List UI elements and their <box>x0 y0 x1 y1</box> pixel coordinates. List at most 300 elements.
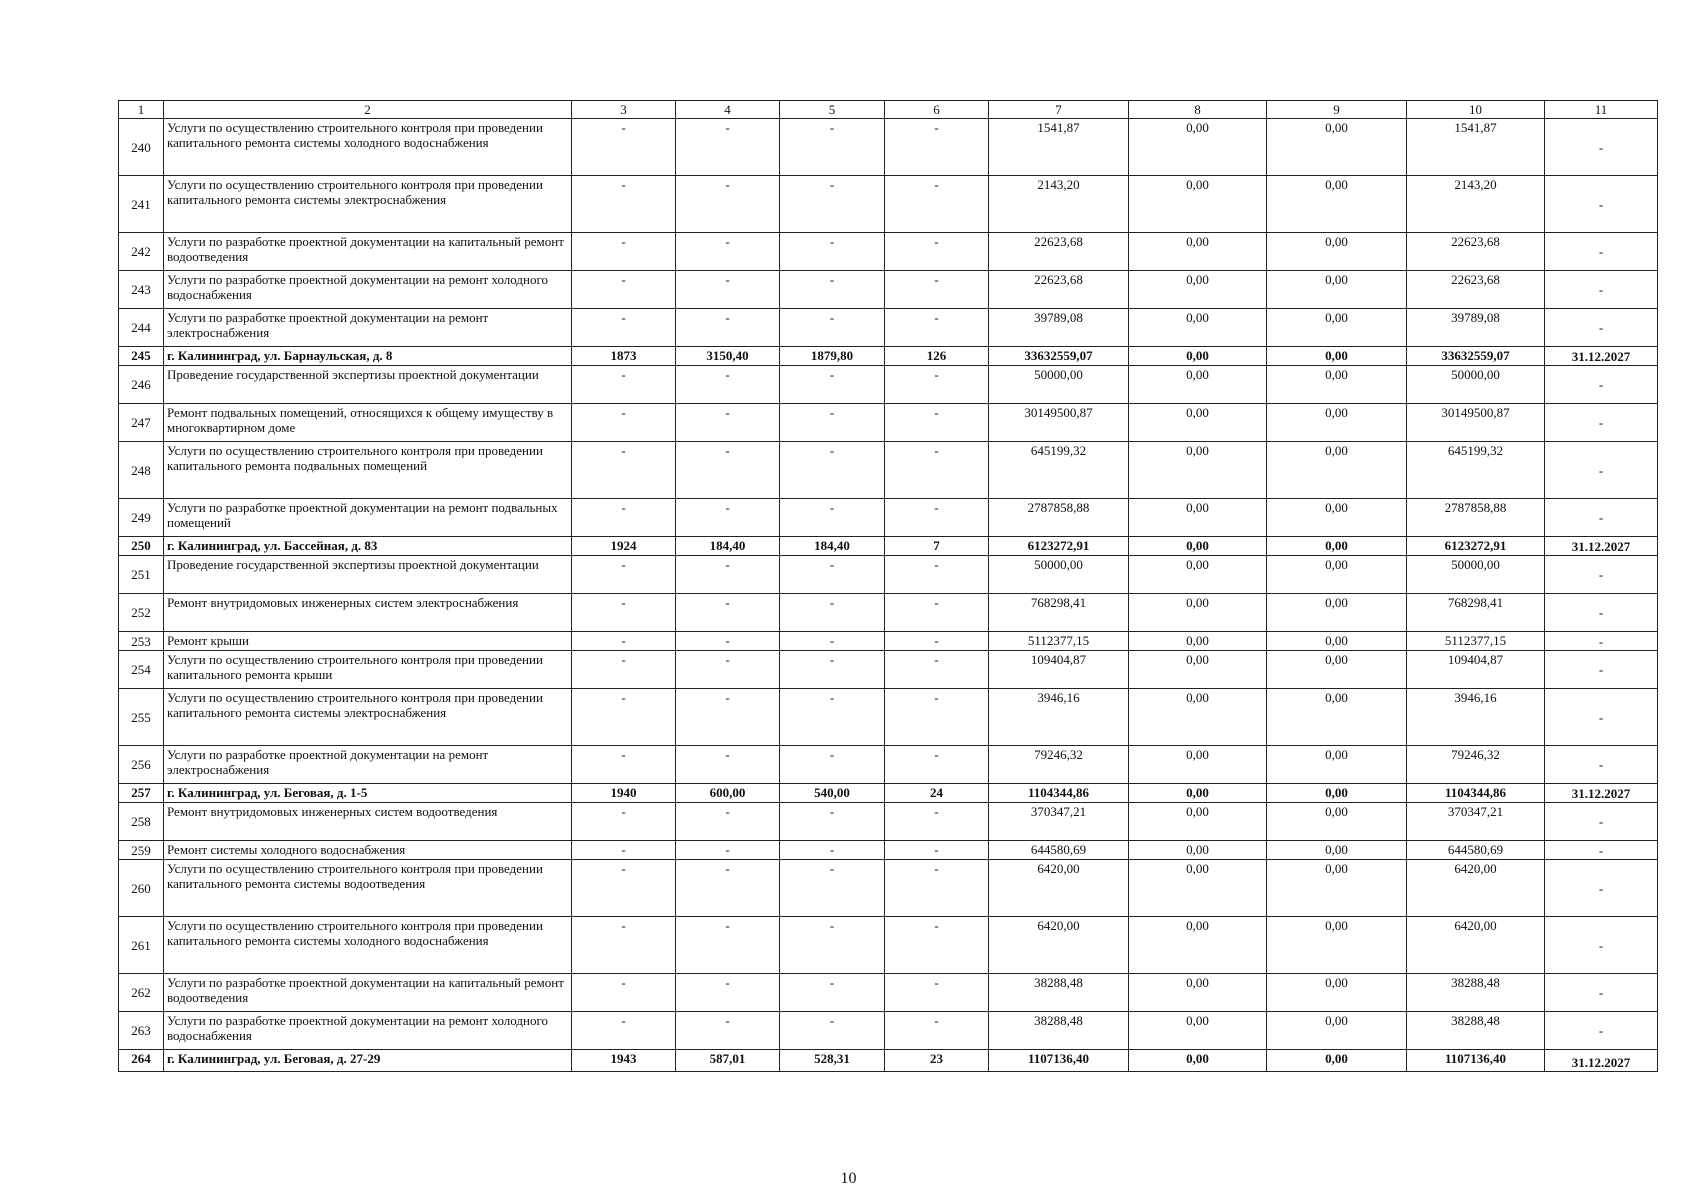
cost-col-8: 0,00 <box>1129 974 1267 1012</box>
cost-col-10: 1104344,86 <box>1407 784 1545 803</box>
residents-count: - <box>885 974 989 1012</box>
residents-count: - <box>885 632 989 651</box>
cost-col-8: 0,00 <box>1129 347 1267 366</box>
table-row <box>119 366 1658 404</box>
completion-date: 31.12.2027 <box>1545 1050 1658 1072</box>
total-area: - <box>676 860 780 917</box>
cost-col-9: 0,00 <box>1267 176 1407 233</box>
work-description: Ремонт внутридомовых инженерных систем водоотведения <box>164 803 572 841</box>
year-built: - <box>572 860 676 917</box>
cost-col-8: 0,00 <box>1129 119 1267 176</box>
total-cost: 6420,00 <box>989 860 1129 917</box>
table-row <box>119 176 1658 233</box>
cost-col-10: 768298,41 <box>1407 594 1545 632</box>
year-built: - <box>572 632 676 651</box>
residential-area: 528,31 <box>780 1050 885 1072</box>
row-number: 254 <box>119 651 164 689</box>
year-built: - <box>572 689 676 746</box>
total-area: - <box>676 366 780 404</box>
year-built: 1924 <box>572 537 676 556</box>
work-description: Услуги по осуществлению строительного контроля при проведении капитального ремонта системы электроснабжения <box>164 176 572 233</box>
residents-count: - <box>885 442 989 499</box>
completion-date: - <box>1545 746 1658 784</box>
cost-col-8: 0,00 <box>1129 1050 1267 1072</box>
table-row <box>119 632 1658 651</box>
cost-col-10: 3946,16 <box>1407 689 1545 746</box>
total-area: 3150,40 <box>676 347 780 366</box>
completion-date: - <box>1545 1012 1658 1050</box>
table-row <box>119 119 1658 176</box>
residents-count: - <box>885 309 989 347</box>
page-number: 10 <box>840 1170 857 1187</box>
completion-date: - <box>1545 442 1658 499</box>
residential-area: - <box>780 594 885 632</box>
residents-count: - <box>885 841 989 860</box>
residents-count: 23 <box>885 1050 989 1072</box>
work-description: Услуги по осуществлению строительного контроля при проведении капитального ремонта системы водоотведения <box>164 860 572 917</box>
column-number: 11 <box>1545 101 1658 119</box>
cost-col-10: 22623,68 <box>1407 271 1545 309</box>
residential-area: - <box>780 746 885 784</box>
cost-col-9: 0,00 <box>1267 784 1407 803</box>
row-number: 251 <box>119 556 164 594</box>
work-description: Проведение государственной экспертизы проектной документации <box>164 366 572 404</box>
total-area: 184,40 <box>676 537 780 556</box>
completion-date: - <box>1545 651 1658 689</box>
cost-col-10: 109404,87 <box>1407 651 1545 689</box>
residents-count: 7 <box>885 537 989 556</box>
total-cost: 33632559,07 <box>989 347 1129 366</box>
cost-col-9: 0,00 <box>1267 537 1407 556</box>
column-number: 1 <box>119 101 164 119</box>
address-row <box>119 1050 1658 1072</box>
year-built: - <box>572 499 676 537</box>
table-row <box>119 917 1658 974</box>
cost-col-9: 0,00 <box>1267 347 1407 366</box>
completion-date: - <box>1545 632 1658 651</box>
table-row <box>119 1012 1658 1050</box>
cost-col-10: 6420,00 <box>1407 860 1545 917</box>
year-built: - <box>572 404 676 442</box>
work-description: Услуги по разработке проектной документации на ремонт электроснабжения <box>164 309 572 347</box>
year-built: - <box>572 271 676 309</box>
residential-area: - <box>780 119 885 176</box>
residential-area: - <box>780 366 885 404</box>
row-number: 259 <box>119 841 164 860</box>
table-row <box>119 974 1658 1012</box>
table-row <box>119 651 1658 689</box>
row-number: 255 <box>119 689 164 746</box>
total-area: - <box>676 176 780 233</box>
table-row <box>119 689 1658 746</box>
works-table <box>118 100 1658 1072</box>
address-row <box>119 537 1658 556</box>
residential-area: - <box>780 556 885 594</box>
total-cost: 2787858,88 <box>989 499 1129 537</box>
row-number: 248 <box>119 442 164 499</box>
total-cost: 38288,48 <box>989 974 1129 1012</box>
year-built: 1873 <box>572 347 676 366</box>
residents-count: - <box>885 651 989 689</box>
year-built: - <box>572 1012 676 1050</box>
total-area: - <box>676 632 780 651</box>
total-cost: 3946,16 <box>989 689 1129 746</box>
total-cost: 50000,00 <box>989 366 1129 404</box>
cost-col-8: 0,00 <box>1129 841 1267 860</box>
completion-date: - <box>1545 841 1658 860</box>
total-area: 600,00 <box>676 784 780 803</box>
residential-area: - <box>780 499 885 537</box>
table-row <box>119 499 1658 537</box>
completion-date: - <box>1545 689 1658 746</box>
residential-area: - <box>780 803 885 841</box>
row-number: 243 <box>119 271 164 309</box>
year-built: - <box>572 841 676 860</box>
total-area: - <box>676 499 780 537</box>
cost-col-8: 0,00 <box>1129 860 1267 917</box>
row-number: 247 <box>119 404 164 442</box>
cost-col-9: 0,00 <box>1267 917 1407 974</box>
cost-col-8: 0,00 <box>1129 499 1267 537</box>
row-number: 260 <box>119 860 164 917</box>
address-row <box>119 347 1658 366</box>
residents-count: - <box>885 404 989 442</box>
cost-col-10: 39789,08 <box>1407 309 1545 347</box>
cost-col-9: 0,00 <box>1267 271 1407 309</box>
row-number: 244 <box>119 309 164 347</box>
cost-col-8: 0,00 <box>1129 784 1267 803</box>
residential-area: - <box>780 176 885 233</box>
total-area: - <box>676 309 780 347</box>
cost-col-10: 2143,20 <box>1407 176 1545 233</box>
cost-col-8: 0,00 <box>1129 309 1267 347</box>
year-built: - <box>572 176 676 233</box>
work-description: Услуги по разработке проектной документации на ремонт холодного водоснабжения <box>164 271 572 309</box>
column-number: 3 <box>572 101 676 119</box>
total-cost: 79246,32 <box>989 746 1129 784</box>
row-number: 261 <box>119 917 164 974</box>
year-built: - <box>572 233 676 271</box>
completion-date: 31.12.2027 <box>1545 537 1658 556</box>
total-cost: 1104344,86 <box>989 784 1129 803</box>
total-cost: 22623,68 <box>989 271 1129 309</box>
cost-col-8: 0,00 <box>1129 556 1267 594</box>
completion-date: 31.12.2027 <box>1545 347 1658 366</box>
column-number: 7 <box>989 101 1129 119</box>
row-number: 264 <box>119 1050 164 1072</box>
row-number: 258 <box>119 803 164 841</box>
residents-count: - <box>885 366 989 404</box>
cost-col-8: 0,00 <box>1129 803 1267 841</box>
total-area: - <box>676 233 780 271</box>
total-cost: 6123272,91 <box>989 537 1129 556</box>
cost-col-8: 0,00 <box>1129 442 1267 499</box>
completion-date: - <box>1545 404 1658 442</box>
year-built: - <box>572 651 676 689</box>
completion-date: - <box>1545 233 1658 271</box>
work-description: Услуги по разработке проектной документации на капитальный ремонт водоотведения <box>164 974 572 1012</box>
cost-col-8: 0,00 <box>1129 746 1267 784</box>
cost-col-9: 0,00 <box>1267 119 1407 176</box>
residential-area: - <box>780 841 885 860</box>
residents-count: 24 <box>885 784 989 803</box>
work-description: Услуги по осуществлению строительного контроля при проведении капитального ремонта подвальных помещений <box>164 442 572 499</box>
residential-area: - <box>780 1012 885 1050</box>
cost-col-9: 0,00 <box>1267 366 1407 404</box>
completion-date: - <box>1545 271 1658 309</box>
residential-area: - <box>780 651 885 689</box>
cost-col-9: 0,00 <box>1267 233 1407 271</box>
cost-col-10: 6420,00 <box>1407 917 1545 974</box>
cost-col-9: 0,00 <box>1267 803 1407 841</box>
total-area: - <box>676 803 780 841</box>
row-number: 249 <box>119 499 164 537</box>
year-built: - <box>572 119 676 176</box>
work-description: Услуги по осуществлению строительного контроля при проведении капитального ремонта системы холодного водоснабжения <box>164 917 572 974</box>
table-row <box>119 841 1658 860</box>
cost-col-10: 5112377,15 <box>1407 632 1545 651</box>
completion-date: - <box>1545 499 1658 537</box>
work-description: Услуги по осуществлению строительного контроля при проведении капитального ремонта системы холодного водоснабжения <box>164 119 572 176</box>
total-area: - <box>676 556 780 594</box>
cost-col-9: 0,00 <box>1267 499 1407 537</box>
completion-date: - <box>1545 556 1658 594</box>
work-description: Услуги по разработке проектной документации на ремонт холодного водоснабжения <box>164 1012 572 1050</box>
total-area: - <box>676 974 780 1012</box>
year-built: - <box>572 442 676 499</box>
cost-col-10: 50000,00 <box>1407 556 1545 594</box>
table-row <box>119 556 1658 594</box>
completion-date: - <box>1545 860 1658 917</box>
residents-count: - <box>885 860 989 917</box>
row-number: 241 <box>119 176 164 233</box>
year-built: - <box>572 594 676 632</box>
total-cost: 109404,87 <box>989 651 1129 689</box>
year-built: - <box>572 746 676 784</box>
total-cost: 39789,08 <box>989 309 1129 347</box>
work-description: Ремонт системы холодного водоснабжения <box>164 841 572 860</box>
residents-count: - <box>885 176 989 233</box>
row-number: 242 <box>119 233 164 271</box>
cost-col-9: 0,00 <box>1267 442 1407 499</box>
row-number: 257 <box>119 784 164 803</box>
year-built: 1940 <box>572 784 676 803</box>
total-cost: 5112377,15 <box>989 632 1129 651</box>
residents-count: - <box>885 917 989 974</box>
cost-col-10: 38288,48 <box>1407 974 1545 1012</box>
cost-col-9: 0,00 <box>1267 1050 1407 1072</box>
year-built: - <box>572 803 676 841</box>
residents-count: - <box>885 803 989 841</box>
year-built: - <box>572 366 676 404</box>
residents-count: - <box>885 271 989 309</box>
residents-count: 126 <box>885 347 989 366</box>
work-description: Ремонт крыши <box>164 632 572 651</box>
residents-count: - <box>885 689 989 746</box>
cost-col-8: 0,00 <box>1129 651 1267 689</box>
cost-col-10: 79246,32 <box>1407 746 1545 784</box>
residents-count: - <box>885 556 989 594</box>
cost-col-8: 0,00 <box>1129 176 1267 233</box>
column-number: 2 <box>164 101 572 119</box>
residential-area: 184,40 <box>780 537 885 556</box>
cost-col-10: 50000,00 <box>1407 366 1545 404</box>
cost-col-9: 0,00 <box>1267 594 1407 632</box>
cost-col-8: 0,00 <box>1129 1012 1267 1050</box>
total-area: - <box>676 1012 780 1050</box>
year-built: - <box>572 309 676 347</box>
column-number: 4 <box>676 101 780 119</box>
residential-area: - <box>780 974 885 1012</box>
work-description: Проведение государственной экспертизы проектной документации <box>164 556 572 594</box>
cost-col-8: 0,00 <box>1129 917 1267 974</box>
residential-area: - <box>780 860 885 917</box>
residential-area: - <box>780 689 885 746</box>
total-cost: 768298,41 <box>989 594 1129 632</box>
work-description: Услуги по осуществлению строительного контроля при проведении капитального ремонта системы электроснабжения <box>164 689 572 746</box>
cost-col-10: 30149500,87 <box>1407 404 1545 442</box>
cost-col-8: 0,00 <box>1129 632 1267 651</box>
total-area: - <box>676 651 780 689</box>
cost-col-9: 0,00 <box>1267 860 1407 917</box>
table-row <box>119 233 1658 271</box>
table-row <box>119 271 1658 309</box>
cost-col-10: 645199,32 <box>1407 442 1545 499</box>
cost-col-8: 0,00 <box>1129 233 1267 271</box>
cost-col-9: 0,00 <box>1267 689 1407 746</box>
year-built: - <box>572 556 676 594</box>
work-description: Услуги по разработке проектной документации на капитальный ремонт водоотведения <box>164 233 572 271</box>
work-description: Услуги по разработке проектной документации на ремонт подвальных помещений <box>164 499 572 537</box>
cost-col-8: 0,00 <box>1129 537 1267 556</box>
completion-date: - <box>1545 594 1658 632</box>
row-number: 240 <box>119 119 164 176</box>
residential-area: - <box>780 442 885 499</box>
row-number: 253 <box>119 632 164 651</box>
year-built: - <box>572 974 676 1012</box>
cost-col-8: 0,00 <box>1129 689 1267 746</box>
total-cost: 22623,68 <box>989 233 1129 271</box>
total-area: 587,01 <box>676 1050 780 1072</box>
table-row <box>119 404 1658 442</box>
cost-col-8: 0,00 <box>1129 366 1267 404</box>
residential-area: - <box>780 917 885 974</box>
column-number: 8 <box>1129 101 1267 119</box>
cost-col-9: 0,00 <box>1267 556 1407 594</box>
cost-col-10: 38288,48 <box>1407 1012 1545 1050</box>
row-number: 252 <box>119 594 164 632</box>
cost-col-10: 644580,69 <box>1407 841 1545 860</box>
cost-col-10: 2787858,88 <box>1407 499 1545 537</box>
cost-col-9: 0,00 <box>1267 841 1407 860</box>
total-cost: 1541,87 <box>989 119 1129 176</box>
completion-date: - <box>1545 974 1658 1012</box>
work-description: Ремонт внутридомовых инженерных систем электроснабжения <box>164 594 572 632</box>
residential-area: - <box>780 271 885 309</box>
work-description: г. Калининград, ул. Беговая, д. 27-29 <box>164 1050 572 1072</box>
total-cost: 38288,48 <box>989 1012 1129 1050</box>
cost-col-8: 0,00 <box>1129 271 1267 309</box>
completion-date: - <box>1545 176 1658 233</box>
total-area: - <box>676 841 780 860</box>
residents-count: - <box>885 746 989 784</box>
column-number: 9 <box>1267 101 1407 119</box>
residents-count: - <box>885 119 989 176</box>
completion-date: - <box>1545 366 1658 404</box>
table-body <box>119 101 1658 1072</box>
table-row <box>119 594 1658 632</box>
year-built: 1943 <box>572 1050 676 1072</box>
total-cost: 645199,32 <box>989 442 1129 499</box>
residential-area: - <box>780 309 885 347</box>
work-description: Ремонт подвальных помещений, относящихся к общему имуществу в многоквартирном доме <box>164 404 572 442</box>
cost-col-9: 0,00 <box>1267 1012 1407 1050</box>
total-area: - <box>676 119 780 176</box>
table-row <box>119 860 1658 917</box>
total-area: - <box>676 442 780 499</box>
completion-date: - <box>1545 803 1658 841</box>
total-cost: 644580,69 <box>989 841 1129 860</box>
cost-col-10: 33632559,07 <box>1407 347 1545 366</box>
total-cost: 370347,21 <box>989 803 1129 841</box>
table-row <box>119 746 1658 784</box>
address-row <box>119 784 1658 803</box>
column-number-row <box>119 101 1658 119</box>
cost-col-9: 0,00 <box>1267 651 1407 689</box>
row-number: 245 <box>119 347 164 366</box>
table-row <box>119 803 1658 841</box>
residents-count: - <box>885 1012 989 1050</box>
completion-date: - <box>1545 309 1658 347</box>
residential-area: 1879,80 <box>780 347 885 366</box>
total-cost: 6420,00 <box>989 917 1129 974</box>
column-number: 10 <box>1407 101 1545 119</box>
total-cost: 2143,20 <box>989 176 1129 233</box>
cost-col-10: 1107136,40 <box>1407 1050 1545 1072</box>
residential-area: - <box>780 632 885 651</box>
row-number: 263 <box>119 1012 164 1050</box>
cost-col-9: 0,00 <box>1267 404 1407 442</box>
total-area: - <box>676 271 780 309</box>
cost-col-10: 1541,87 <box>1407 119 1545 176</box>
table-row <box>119 309 1658 347</box>
cost-col-9: 0,00 <box>1267 632 1407 651</box>
residential-area: 540,00 <box>780 784 885 803</box>
total-cost: 50000,00 <box>989 556 1129 594</box>
residents-count: - <box>885 499 989 537</box>
cost-col-8: 0,00 <box>1129 404 1267 442</box>
cost-col-9: 0,00 <box>1267 746 1407 784</box>
table-row <box>119 442 1658 499</box>
column-number: 6 <box>885 101 989 119</box>
cost-col-8: 0,00 <box>1129 594 1267 632</box>
column-number: 5 <box>780 101 885 119</box>
total-area: - <box>676 689 780 746</box>
row-number: 246 <box>119 366 164 404</box>
total-area: - <box>676 917 780 974</box>
row-number: 250 <box>119 537 164 556</box>
total-cost: 30149500,87 <box>989 404 1129 442</box>
total-cost: 1107136,40 <box>989 1050 1129 1072</box>
total-area: - <box>676 404 780 442</box>
completion-date: 31.12.2027 <box>1545 784 1658 803</box>
work-description: Услуги по осуществлению строительного контроля при проведении капитального ремонта крыши <box>164 651 572 689</box>
cost-col-9: 0,00 <box>1267 309 1407 347</box>
cost-col-10: 370347,21 <box>1407 803 1545 841</box>
cost-col-10: 22623,68 <box>1407 233 1545 271</box>
row-number: 256 <box>119 746 164 784</box>
completion-date: - <box>1545 917 1658 974</box>
